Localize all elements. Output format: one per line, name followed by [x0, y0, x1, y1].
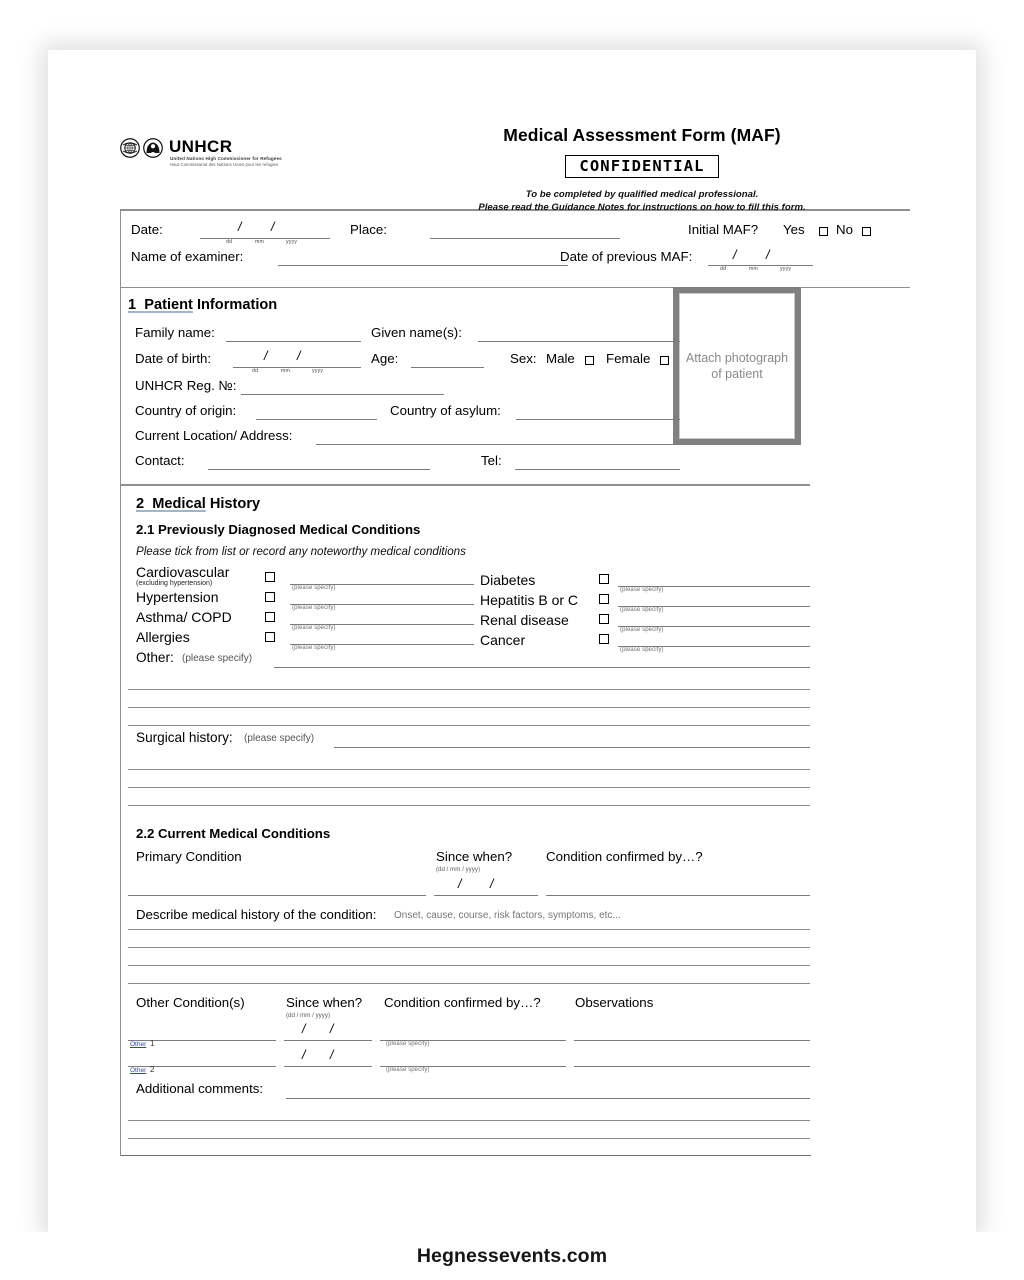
other-condition-row-2-slash-2: / — [330, 1047, 334, 1062]
section-2-heading — [136, 496, 910, 512]
given-names-label: Given name(s): — [371, 325, 462, 340]
age-input[interactable] — [411, 367, 484, 368]
other-conditions-table — [128, 995, 910, 1083]
other-since-when-hint: (dd / mm / yyyy) — [286, 1011, 331, 1019]
previous-maf-hint-mm: mm — [749, 265, 759, 272]
condition-specify-hint-hypertension: (please specify) — [292, 604, 336, 611]
section-patient-information — [120, 288, 910, 484]
surgical-history-specify-hint: (please specify) — [244, 732, 315, 744]
examiner-label: Name of examiner: — [131, 248, 244, 264]
other-conditions-column-header: Other Condition(s) — [136, 994, 245, 1010]
since-when-hint: (dd / mm / yyyy) — [436, 865, 481, 873]
other-conditions-input-line-3[interactable] — [128, 707, 810, 708]
surgical-history-input-line-4[interactable] — [128, 805, 810, 806]
unhcr-name-fr: Haut Commissariat des Nations Unies pour les refugies — [170, 162, 279, 167]
condition-checkbox-hepatitis[interactable] — [599, 594, 609, 604]
form-title: Medical Assessment Form (MAF) — [503, 125, 781, 145]
country-origin-label: Country of origin: — [135, 403, 237, 418]
condition-label-renal-disease: Renal disease — [480, 611, 569, 628]
other-condition-row-2-index: 2 — [150, 1064, 155, 1074]
primary-condition-input[interactable] — [128, 895, 426, 896]
family-name-label: Family name: — [135, 325, 215, 340]
unhcr-acronym: UNHCR — [169, 137, 233, 156]
patient-row-dob — [128, 349, 910, 377]
other-condition-row-1-observations-input[interactable] — [574, 1040, 810, 1041]
additional-comments-block — [128, 1080, 910, 1157]
unhcr-reg-input[interactable] — [241, 394, 444, 395]
unhcr-refugee-emblem-icon — [143, 138, 163, 158]
section-2-title-underlined: Medical — [152, 495, 206, 512]
sex-male-checkbox[interactable] — [585, 356, 594, 365]
previous-maf-label: Date of previous MAF: — [560, 248, 693, 264]
describe-history-label: Describe medical history of the condition: — [136, 906, 377, 922]
section-1-title-rest: Information — [196, 297, 278, 313]
observations-column-header: Observations — [575, 994, 654, 1010]
initial-maf-label: Initial MAF? — [688, 221, 759, 237]
meta-block — [120, 211, 910, 287]
meta-row-1 — [128, 218, 910, 247]
photo-placeholder-text: Attach photograph of patient — [679, 293, 795, 439]
previous-maf-hint-dd: dd — [720, 265, 727, 272]
unhcr-name-en: United Nations High Commissioner for Refugees — [170, 156, 282, 161]
previous-maf-slash-2: / — [766, 247, 770, 262]
condition-checkbox-hypertension[interactable] — [265, 592, 275, 602]
section-medical-history — [120, 486, 910, 1157]
condition-checkbox-asthma-copd[interactable] — [265, 612, 275, 622]
section-2-1-heading: 2.1 Previously Diagnosed Medical Conditions — [136, 521, 421, 537]
other-condition-row-1-specify-hint: (please specify) — [386, 1040, 430, 1047]
document-page — [48, 50, 976, 1232]
previous-maf-slash-1: / — [733, 247, 737, 262]
date-hint-yyyy: yyyy — [286, 238, 298, 245]
confidential-badge: CONFIDENTIAL — [565, 155, 718, 178]
date-slash-1: / — [238, 219, 242, 234]
surgical-history-input-line-1[interactable] — [334, 747, 810, 748]
patient-row-address — [128, 427, 910, 452]
form-header — [120, 125, 910, 213]
additional-comments-line-2[interactable] — [128, 1120, 810, 1121]
tel-input[interactable] — [515, 469, 680, 470]
patient-row-contact — [128, 452, 910, 478]
primary-confirmed-by-input[interactable] — [546, 895, 810, 896]
condition-checkbox-allergies[interactable] — [265, 632, 275, 642]
surgical-history-input-line-3[interactable] — [128, 787, 810, 788]
date-hint-mm: mm — [255, 238, 265, 245]
other-condition-row-1-index: 1 — [150, 1038, 155, 1048]
tel-label: Tel: — [481, 453, 502, 468]
section-1-number: 1 — [128, 297, 137, 313]
un-emblem-icon — [120, 138, 140, 158]
condition-label-hepatitis: Hepatitis B or C — [480, 591, 579, 608]
initial-maf-no-label: No — [836, 221, 853, 237]
place-label: Place: — [350, 221, 387, 237]
initial-maf-yes-checkbox[interactable] — [819, 227, 828, 236]
medical-assessment-form — [120, 125, 910, 1156]
age-label: Age: — [371, 351, 399, 366]
section-2-title-rest: History — [209, 495, 261, 512]
condition-label-hypertension: Hypertension — [136, 588, 219, 605]
patient-row-regno — [128, 377, 910, 402]
other-conditions-input-line-2[interactable] — [128, 689, 810, 690]
other-confirmed-by-column-header: Condition confirmed by…? — [384, 994, 541, 1010]
examiner-input[interactable] — [278, 265, 568, 266]
section-2-1-instruction: Please tick from list or record any noteworthy medical conditions — [136, 544, 466, 558]
surgical-history-input-line-2[interactable] — [128, 769, 810, 770]
sex-female-label: Female — [606, 351, 651, 366]
other-condition-row-1-slash-1: / — [302, 1021, 306, 1036]
other-conditions-input-line-4[interactable] — [128, 725, 810, 726]
section-2-2-heading: 2.2 Current Medical Conditions — [136, 825, 331, 841]
section-1-title-underlined: Patient — [144, 297, 193, 313]
other-condition-row-1-since-input[interactable] — [284, 1040, 372, 1041]
unhcr-reg-label: UNHCR Reg. №: — [135, 378, 237, 393]
previous-maf-hint-yyyy: yyyy — [780, 265, 792, 272]
country-origin-input[interactable] — [256, 419, 377, 420]
condition-specify-hint-hepatitis: (please specify) — [620, 606, 664, 613]
dob-hint-dd: dd — [252, 368, 259, 374]
dob-slash-2: / — [297, 349, 301, 363]
patient-row-names — [128, 322, 910, 349]
condition-specify-hint-diabetes: (please specify) — [620, 586, 664, 593]
condition-label-diabetes: Diabetes — [480, 571, 536, 588]
sex-female-checkbox[interactable] — [660, 356, 669, 365]
other-condition-row-2-specify-hint: (please specify) — [386, 1066, 430, 1073]
place-input[interactable] — [430, 238, 620, 239]
given-names-input[interactable] — [478, 341, 680, 342]
additional-comments-line-3[interactable] — [128, 1138, 810, 1139]
condition-sublabel-cardiovascular: (excluding hypertension) — [136, 579, 213, 587]
other-conditions-label: Other: — [136, 649, 174, 665]
sex-male-label: Male — [546, 351, 575, 366]
subtitle-line-2: Please read the Guidance Notes for instructions on how to fill this form. — [478, 201, 806, 213]
dob-hint-yyyy: yyyy — [312, 368, 324, 374]
initial-maf-no-checkbox[interactable] — [862, 227, 871, 236]
describe-history-line-2[interactable] — [128, 947, 810, 948]
primary-since-slash-1: / — [458, 876, 462, 891]
initial-maf-yes-label: Yes — [783, 221, 805, 237]
condition-specify-hint-cancer: (please specify) — [620, 646, 664, 653]
date-slash-2: / — [271, 219, 275, 234]
other-since-when-column-header: Since when? — [286, 994, 363, 1010]
other-conditions-block — [128, 650, 910, 726]
other-condition-row-2-link[interactable]: Other — [130, 1066, 147, 1074]
meta-row-2 — [128, 247, 910, 279]
condition-specify-hint-cardiovascular: (please specify) — [292, 584, 336, 591]
additional-comments-line-1[interactable] — [286, 1098, 810, 1099]
primary-since-when-input[interactable] — [434, 895, 538, 896]
section-2-number: 2 — [136, 495, 145, 512]
primary-since-slash-2: / — [490, 876, 494, 891]
condition-checkbox-cancer[interactable] — [599, 634, 609, 644]
describe-history-line-4[interactable] — [128, 983, 810, 984]
condition-label-allergies: Allergies — [136, 628, 190, 645]
sex-label: Sex: — [510, 351, 537, 366]
date-input[interactable] — [200, 238, 330, 239]
describe-history-line-1[interactable] — [128, 929, 810, 930]
dob-hint-mm: mm — [281, 368, 291, 374]
date-of-birth-label: Date of birth: — [135, 351, 212, 366]
additional-comments-label: Additional comments: — [136, 1080, 264, 1096]
since-when-label: Since when? — [436, 848, 513, 864]
current-location-input[interactable] — [316, 444, 680, 445]
date-label: Date: — [131, 221, 163, 237]
primary-condition-label: Primary Condition — [136, 848, 242, 864]
other-condition-row-1-slash-2: / — [330, 1021, 334, 1036]
condition-label-cancer: Cancer — [480, 631, 526, 648]
date-hint-dd: dd — [226, 238, 233, 245]
condition-label-cardiovascular: Cardiovascular — [136, 563, 230, 580]
describe-history-hint: Onset, cause, course, risk factors, symptoms, etc... — [394, 909, 621, 921]
patient-row-countries — [128, 402, 910, 427]
describe-history-block — [128, 907, 910, 981]
surgical-history-label: Surgical history: — [136, 729, 233, 745]
contact-label: Contact: — [135, 453, 185, 468]
other-conditions-input-line-1[interactable] — [274, 667, 810, 668]
other-condition-row-1-link[interactable]: Other — [130, 1040, 147, 1048]
footer-watermark: Hegnessevents.com — [416, 1244, 608, 1267]
condition-specify-hint-allergies: (please specify) — [292, 644, 336, 651]
country-asylum-label: Country of asylum: — [390, 403, 501, 418]
title-block — [372, 125, 912, 214]
condition-checkbox-diabetes[interactable] — [599, 574, 609, 584]
contact-input[interactable] — [208, 469, 430, 470]
previously-diagnosed-conditions — [128, 563, 910, 653]
condition-checkbox-cardiovascular[interactable] — [265, 572, 275, 582]
describe-history-line-3[interactable] — [128, 965, 810, 966]
subtitle-line-1: To be completed by qualified medical professional. — [525, 189, 759, 200]
primary-condition-block — [128, 849, 910, 907]
other-condition-row-2-since-input[interactable] — [284, 1066, 372, 1067]
dob-slash-1: / — [264, 349, 268, 363]
condition-confirmed-by-label: Condition confirmed by…? — [546, 848, 703, 864]
surgical-history-block — [128, 730, 910, 810]
family-name-input[interactable] — [226, 341, 361, 342]
current-location-label: Current Location/ Address: — [135, 428, 293, 443]
other-conditions-specify-hint: (please specify) — [182, 652, 253, 664]
other-condition-row-2-slash-1: / — [302, 1047, 306, 1062]
country-asylum-input[interactable] — [516, 419, 680, 420]
unhcr-logo — [120, 138, 282, 168]
other-condition-row-2-observations-input[interactable] — [574, 1066, 810, 1067]
page-footer — [0, 1232, 1024, 1280]
condition-specify-hint-asthma-copd: (please specify) — [292, 624, 336, 631]
condition-label-asthma-copd: Asthma/ COPD — [136, 608, 232, 625]
condition-specify-hint-renal-disease: (please specify) — [620, 626, 664, 633]
condition-checkbox-renal-disease[interactable] — [599, 614, 609, 624]
